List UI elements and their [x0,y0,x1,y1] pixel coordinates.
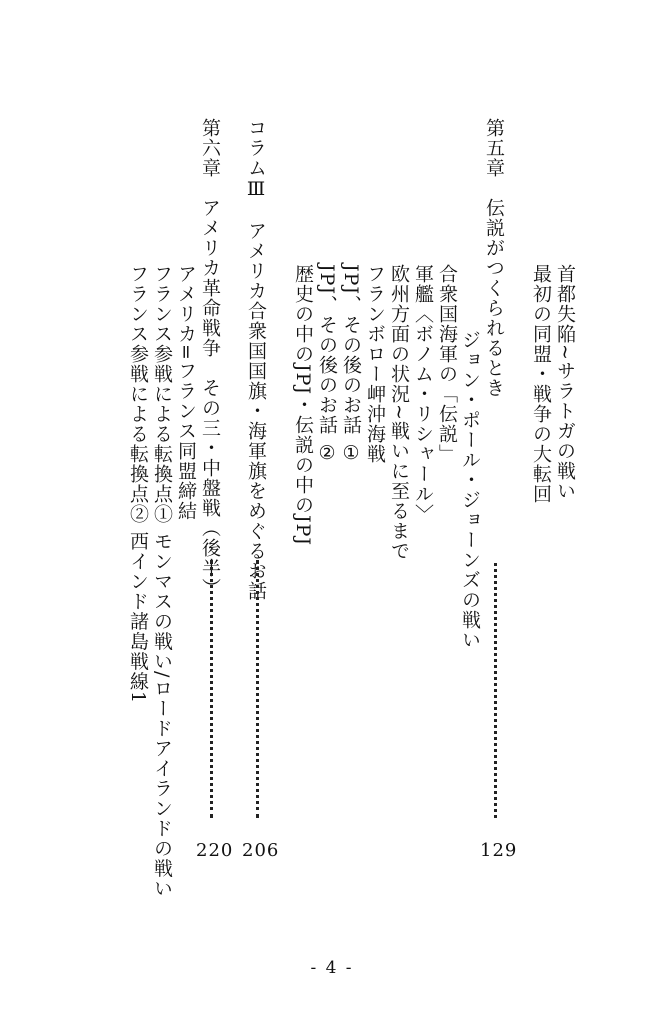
toc-item: 歴史の中のJPJ・伝説の中のJPJ [292,264,314,547]
toc-item: 首都失陥~サラトガの戦い [554,264,576,501]
toc-item: 合衆国海軍の「伝説」 [436,264,458,464]
toc-item: フランス参戦による転換点① モンマスの戦い/ロードアイランドの戦い [151,264,173,899]
page-number: 220 [196,840,234,861]
toc-item: フランボロー岬沖海戦 [364,264,386,464]
toc-item: 欧州方面の状況~戦いに至るまで [388,264,410,561]
leader-dots [210,560,213,818]
toc-item: JPJ、その後のお話 ① [340,264,362,466]
chapter-heading: 第六章 アメリカ革命戦争 その三・中盤戦（後半） [199,118,221,598]
chapter-subheading: ジョン・ポール・ジョーンズの戦い [459,330,481,650]
page-number: 129 [480,840,518,861]
toc-item: 最初の同盟・戦争の大転回 [530,264,552,504]
leader-dots [256,560,259,818]
toc-item: フランス参戦による転換点② 西インド諸島戦線1 [127,264,149,705]
chapter-heading: 第五章 伝説がつくられるとき [483,118,505,398]
toc-item: JPJ、その後のお話 ② [316,264,338,466]
toc-item: 軍艦〈ボノム・リシャール〉 [412,264,434,524]
leader-dots [494,563,497,818]
page-footer: - 4 - [310,958,354,978]
column-heading: コラムⅢ アメリカ合衆国国旗・海軍旗をめぐるお話 [245,118,267,601]
page-number: 206 [242,840,280,861]
toc-item: アメリカ=フランス同盟締結 [175,264,197,521]
